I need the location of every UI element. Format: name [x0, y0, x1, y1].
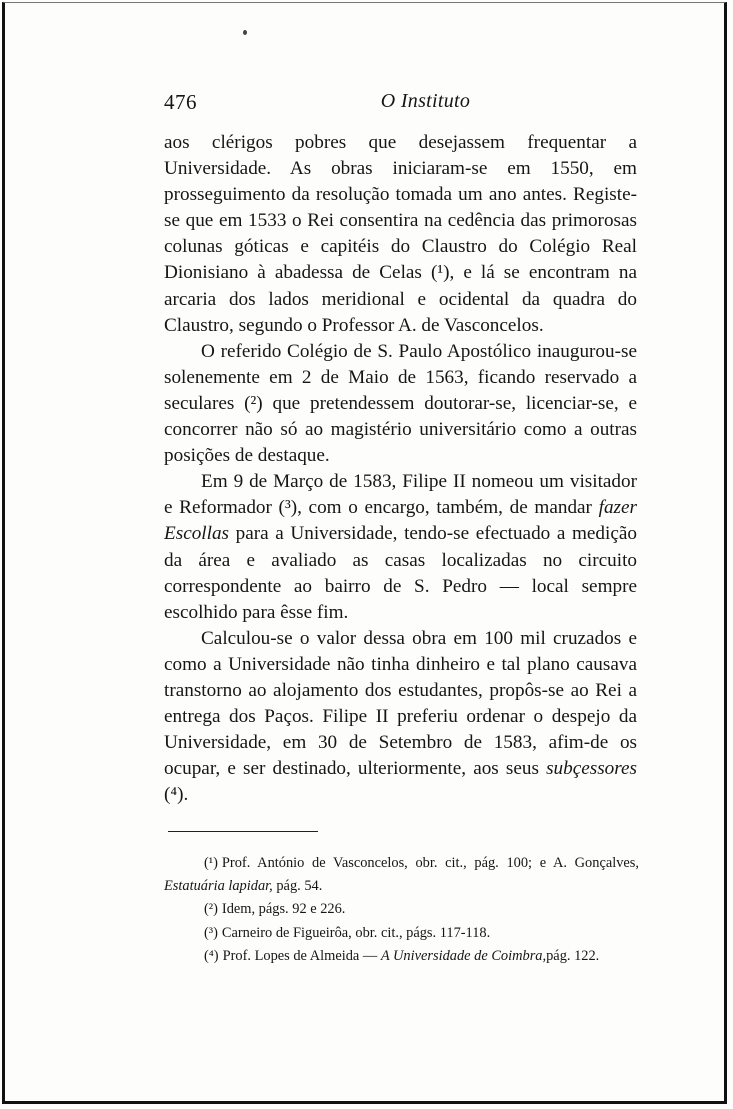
paragraph-2	[164, 339, 637, 469]
body-text	[164, 130, 637, 808]
page-header	[164, 88, 637, 122]
page-number: 476	[164, 90, 197, 114]
footnotes	[164, 852, 639, 968]
paragraph-4-text-a: Calculou-se o valor dessa obra em 100 mil cruzados e como a Universidade não tinha dinheiro e tal plano causava transtorno ao alojamento dos estudantes, propôs-se ao Rei a entrega dos Paços. Filipe II preferiu ordenar o despejo da Universidade, em 30 de Setembro de 1583, afim-de os ocupar, e ser destinado, ulteriormente, aos seus	[164, 627, 637, 780]
ink-speck	[243, 30, 247, 35]
paragraph-4	[164, 626, 637, 809]
footnote-1-marker: (¹)	[204, 855, 218, 871]
footnote-4-text-a: Prof. Lopes de Almeida —	[222, 947, 378, 964]
footnote-1	[164, 852, 639, 898]
footnote-4	[164, 945, 639, 968]
paragraph-3-italic: fazer Escollas	[164, 497, 637, 545]
paragraph-1-text: aos clérigos pobres que desejassem frequentar a Universidade. As obras iniciaram-se em 1550, em prosseguimento da resolução tomada um ano antes. Registe-se que em 1533 o Rei consentira na cedência das primorosas colunas góticas e capitéis do Claustro do Colégio Real Dionisiano à abadessa de Celas (¹), e lá se encontram na arcaria dos lados meridional e ocidental da quadra do Claustro, segundo o Professor A. de Vasconcelos.	[164, 132, 637, 336]
footnote-3-marker: (³)	[204, 924, 218, 941]
footnote-1-text-b: pág. 54.	[276, 878, 323, 895]
footnote-2-marker: (²)	[204, 901, 218, 918]
paragraph-3-text-a: Em 9 de Março de 1583, Filipe II nomeou um visitador e Reformador (³), com o encargo, também, de mandar	[164, 471, 637, 519]
footnote-4-text-b: pág. 122.	[546, 947, 600, 964]
footnote-1-italic: Estatuária lapidar,	[164, 878, 273, 895]
footnote-3	[164, 922, 639, 945]
footnote-3-text: Carneiro de Figueirôa, obr. cit., págs. 117-118.	[221, 924, 491, 941]
running-title: O Instituto	[380, 90, 471, 112]
footnote-4-italic: A Universidade de Coimbra,	[380, 947, 547, 964]
footnote-2	[164, 898, 639, 921]
paragraph-4-text-b: (⁴).	[164, 784, 189, 806]
footnote-2-text: Idem, págs. 92 e 226.	[221, 901, 346, 918]
paragraph-4-italic: subçessores	[546, 758, 638, 780]
paragraph-3	[164, 469, 637, 626]
paragraph-1	[164, 130, 637, 339]
footnote-rule	[168, 831, 318, 832]
paragraph-2-text: O referido Colégio de S. Paulo Apostólico inaugurou-se solenemente em 2 de Maio de 1563, ficando reservado a seculares (²) que pretendessem doutorar-se, licenciar-se, e concorrer não só ao magistério universitário como a outras posições de destaque.	[164, 340, 637, 467]
footnote-4-marker: (⁴)	[204, 947, 219, 964]
paragraph-3-text-b: para a Universidade, tendo-se efectuado a medição da área e avaliado as casas localizadas no circuito correspondente ao bairro de S. Pedro — local sempre escolhido para êsse fim.	[164, 523, 637, 623]
footnote-1-text-a: Prof. António de Vasconcelos, obr. cit., pág. 100; e A. Gonçalves,	[221, 855, 639, 871]
